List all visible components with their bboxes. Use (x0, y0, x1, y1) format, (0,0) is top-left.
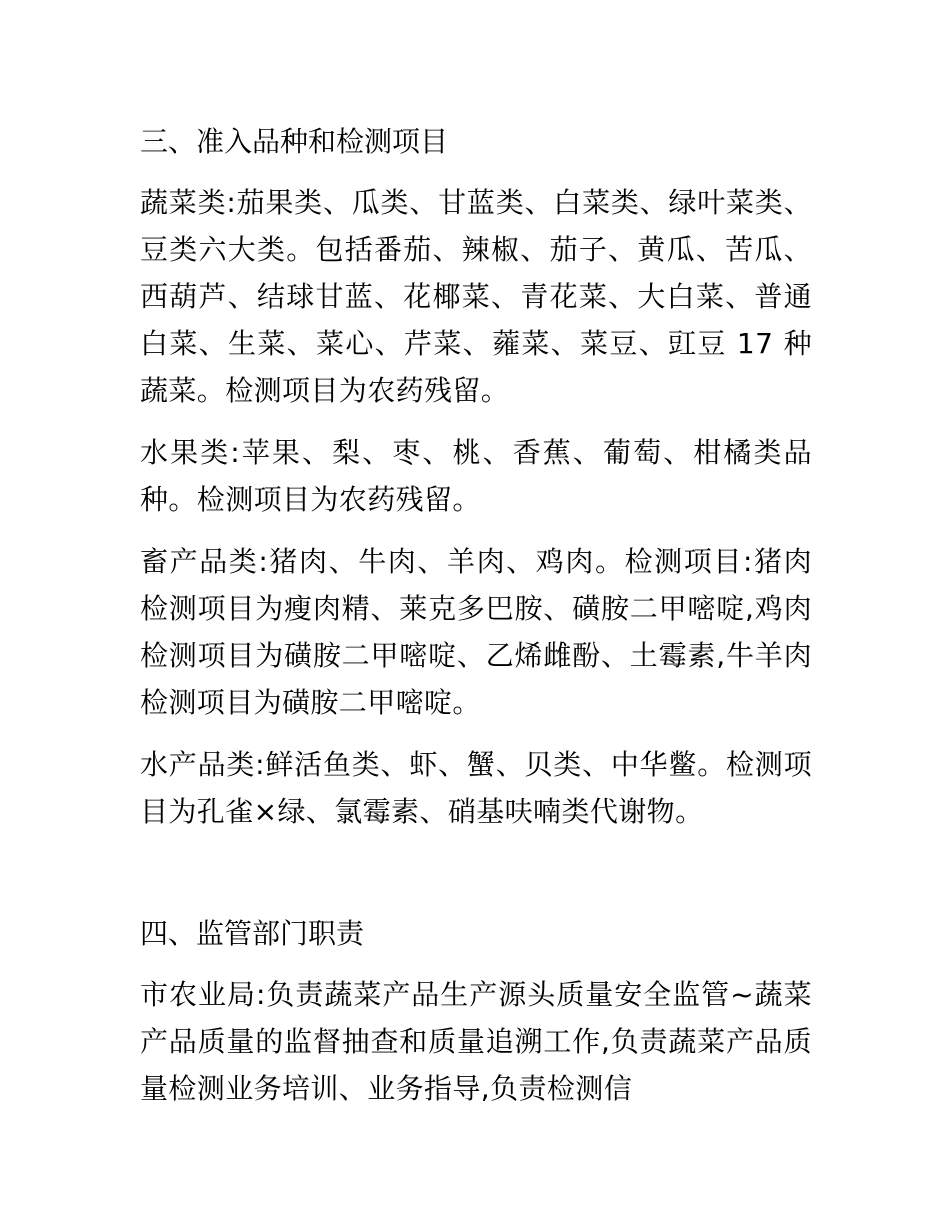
section-heading-access-varieties: 三、准入品种和检测项目 (140, 125, 449, 158)
paragraph-livestock: 畜产品类:猪肉、牛肉、羊肉、鸡肉。检测项目:猪肉检测项目为瘦肉精、莱克多巴胺、磺胺二甲嘧啶,鸡肉检测项目为磺胺二甲嘧啶、乙烯雌酚、土霉素,牛羊肉检测项目为磺胺二甲嘧啶。 (140, 545, 812, 719)
paragraph-fruits: 水果类:苹果、梨、枣、桃、香蕉、葡萄、柑橘类品种。检测项目为农药残留。 (140, 436, 812, 516)
section-heading-supervision-duties: 四、监管部门职责 (140, 917, 365, 950)
paragraph-aquatic: 水产品类:鲜活鱼类、虾、蟹、贝类、中华鳖。检测项目为孔雀×绿、氯霉素、硝基呋喃类代谢物。 (140, 748, 812, 828)
section-spacer (140, 850, 812, 910)
paragraph-agriculture-bureau: 市农业局:负责蔬菜产品生产源头质量安全监管~蔬菜产品质量的监督抽查和质量追溯工作,负责蔬菜产品质量检测业务培训、业务指导,负责检测信 (140, 978, 812, 1105)
document-page (140, 118, 812, 1127)
paragraph-vegetables: 蔬菜类:茄果类、瓜类、甘蓝类、白菜类、绿叶菜类、豆类六大类。包括番茄、辣椒、茄子、黄瓜、苦瓜、西葫芦、结球甘蓝、花椰菜、青花菜、大白菜、普通白菜、生菜、菜心、芹菜、蕹菜、菜豆、豇豆 17 种蔬菜。检测项目为农药残留。 (140, 186, 812, 407)
